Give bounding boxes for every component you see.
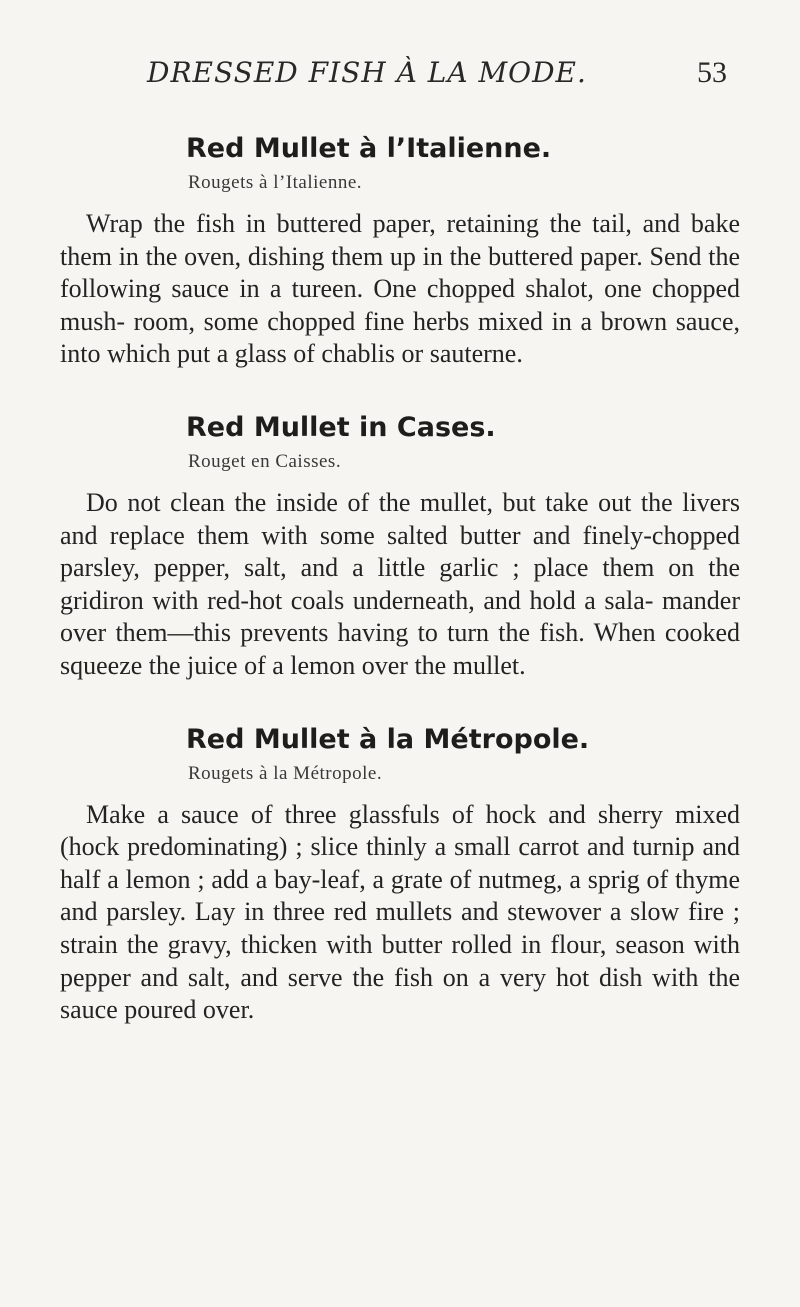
- recipe-title: Red Mullet à la Métropole.: [186, 723, 590, 755]
- page-number: 53: [697, 56, 727, 89]
- recipe-title: Red Mullet in Cases.: [186, 411, 496, 443]
- recipe-subtitle: Rougets à la Métropole.: [188, 762, 383, 784]
- recipe-text: Do not clean the inside of the mullet, but take out the livers and replace them with some salted butter and finely-chopped parsley, pepper, salt, and a little garlic ; place them on the gridiron with red-hot coals underneath, and hold a sala- mander over them—this prevents having to turn the fish. When cooked squeeze the juice of a lemon over the mullet.: [60, 487, 740, 680]
- recipe-section: [60, 130, 740, 371]
- recipe-text: Wrap the fish in buttered paper, retaining the tail, and bake them in the oven, dishing them up in the buttered paper. Send the following sauce in a tureen. One chopped shalot, one chopped mush- room, some chopped fine herbs mixed in a brown sauce, into which put a glass of chablis or sauterne.: [60, 209, 740, 369]
- recipe-subtitle: Rouget en Caisses.: [188, 450, 342, 472]
- running-title: DRESSED FISH À LA MODE.: [147, 56, 587, 89]
- recipe-text: Make a sauce of three glassfuls of hock and sherry mixed (hock predominating) ; slice thinly a small carrot and turnip and half a lemon ; add a bay-leaf, a grate of nutmeg, a sprig of thyme and parsley. Lay in three red mullets and stewover a slow fire ; strain the gravy, thicken with butter rolled in flour, season with pepper and salt, and serve the fish on a very hot dish with the sauce poured over.: [60, 799, 740, 1025]
- recipe-section: [60, 409, 740, 683]
- running-head: [147, 56, 727, 96]
- recipe-section: [60, 721, 740, 1027]
- page-content: [60, 130, 740, 1027]
- recipe-subtitle: Rougets à l’Italienne.: [188, 172, 363, 193]
- recipe-title: Red Mullet à l’Italienne.: [186, 133, 552, 164]
